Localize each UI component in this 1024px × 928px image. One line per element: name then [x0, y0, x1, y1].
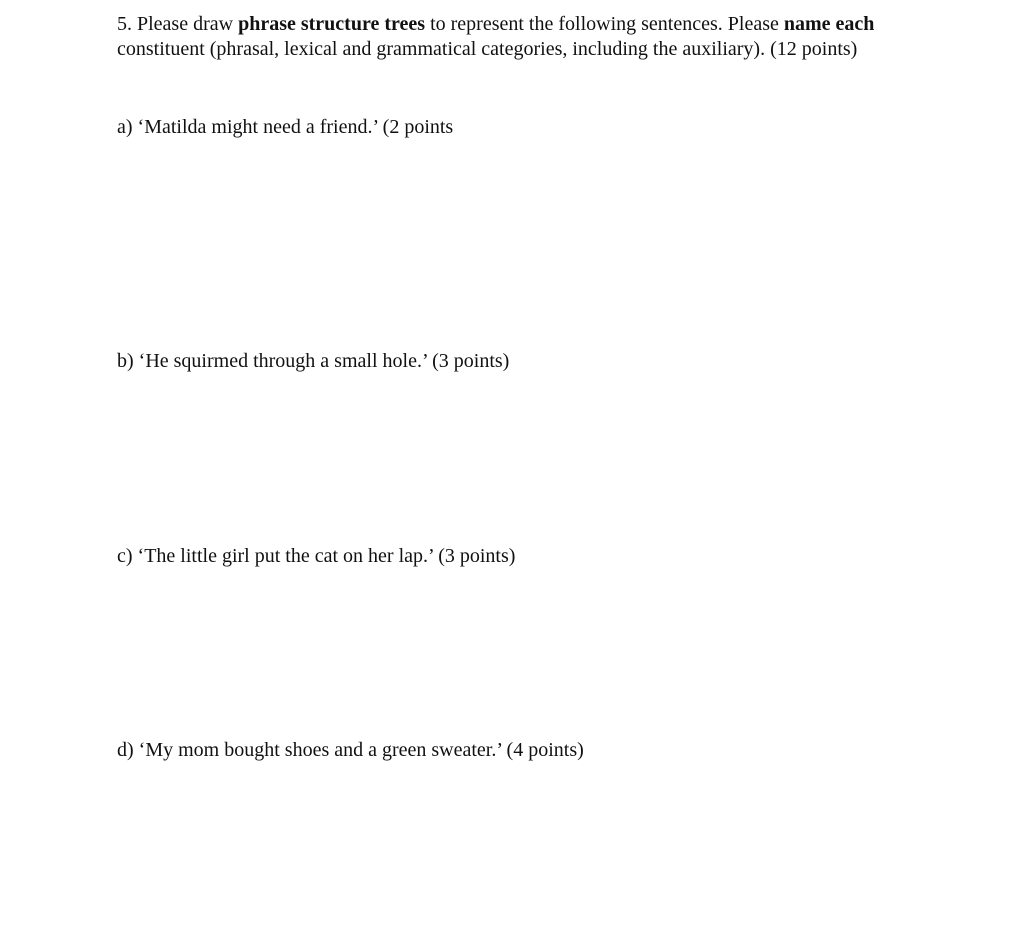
question-rest-text: constituent (phrasal, lexical and grammatical categories, including the auxiliary). (12 points) — [117, 38, 858, 60]
sub-question-letter: d) — [117, 739, 134, 761]
sub-question-a — [117, 115, 453, 140]
sub-question-letter: c) — [117, 545, 133, 567]
sub-question-points: (3 points) — [432, 350, 510, 372]
sub-question-d — [117, 738, 584, 763]
sub-question-sentence: ‘Matilda might need a friend.’ — [137, 116, 378, 138]
question-intro-text: Please draw — [137, 13, 234, 35]
sub-question-sentence: ‘He squirmed through a small hole.’ — [138, 350, 428, 372]
sub-question-points: (2 points — [382, 116, 454, 138]
question-middle-text: to represent the following sentences. Please — [430, 13, 779, 35]
question-bold-name-each: name each — [783, 13, 875, 35]
sub-question-letter: b) — [117, 350, 134, 372]
sub-question-points: (4 points) — [506, 739, 584, 761]
sub-question-sentence: ‘The little girl put the cat on her lap.’ — [137, 545, 434, 567]
sub-question-sentence: ‘My mom bought shoes and a green sweater.’ — [138, 739, 502, 761]
question-number: 5. — [117, 13, 132, 35]
sub-question-points: (3 points) — [438, 545, 516, 567]
sub-question-b — [117, 349, 509, 374]
sub-question-letter: a) — [117, 116, 133, 138]
sub-question-c — [117, 544, 515, 569]
question-instructions — [117, 12, 907, 62]
question-bold-phrase-structure: phrase structure trees — [238, 13, 426, 35]
